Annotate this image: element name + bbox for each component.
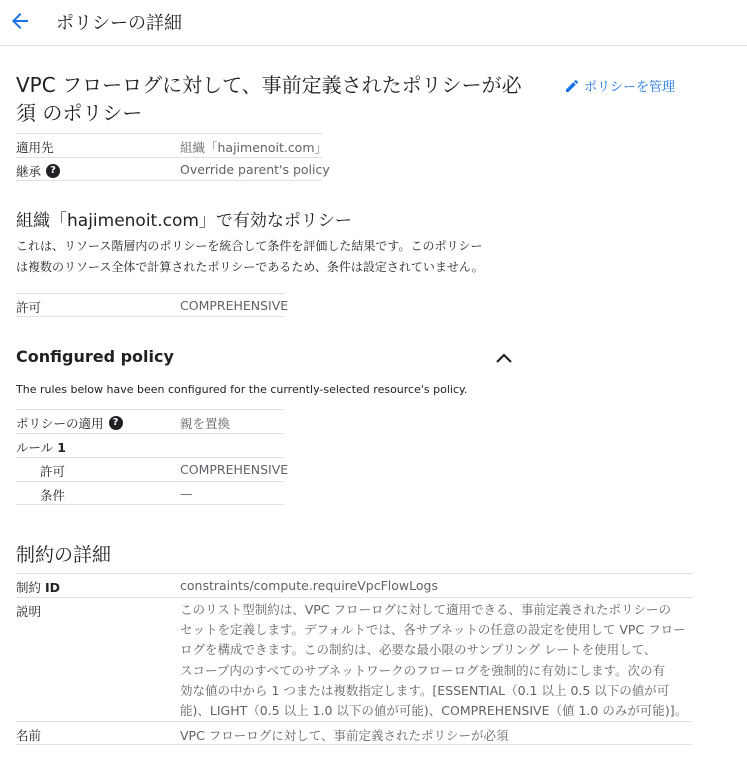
constraint-id-key [16,578,60,596]
page-title: ポリシーの詳細 [56,13,182,34]
configured-policy-table [16,409,289,505]
constraint-description-line: このリスト型制約は、VPC フローログに対して適用できる、事前定義されたポリシーの [180,602,672,617]
inheritance-key [16,162,60,180]
rule-condition-value: — [180,486,193,501]
rule-allow-label: 許可 [40,464,66,479]
effective-description-line: は複数のリソース全体で計算されたポリシーであるため、条件は設定されていません。 [16,260,484,274]
constraint-name-row [16,721,692,745]
enforcement-key [16,414,123,432]
constraint-id-value: constraints/compute.requireVpcFlowLogs [180,578,438,593]
back-arrow-icon[interactable] [8,9,32,33]
configured-policy-description: The rules below have been configured for the currently-selected resource's policy. [16,383,468,396]
constraint-description-line: 効な値の中から 1 つまたは複数指定します。[ESSENTIAL（0.1 以上 0.5 以下の値が可 [180,682,670,698]
inheritance-row [16,157,330,181]
rule-condition-row [16,481,284,505]
rule-number: 1 [57,439,66,455]
constraint-id-label: 制約 [16,580,42,595]
enforcement-label: ポリシーの適用 [16,416,104,431]
effective-description-line: これは、リソース階層内のポリシーを統合して条件を評価した結果です。このポリシー [16,239,483,253]
effective-allow-value: COMPREHENSIVE [180,298,289,313]
constraint-name-label: 名前 [16,728,42,743]
constraint-name-value: VPC フローログに対して、事前定義されたポリシーが必須 [180,728,509,743]
constraint-description-line: ログを構成できます。この制約は、必要な最小限のサンプリング レートを使用して、 [180,642,657,658]
help-icon[interactable]: ? [109,416,123,430]
constraint-id-suffix: ID [45,579,61,595]
rule-condition-label: 条件 [40,488,66,503]
constraint-description-label: 説明 [16,604,42,619]
applies-to-label: 適用先 [16,140,54,155]
constraint-id-row [16,573,692,597]
help-icon[interactable]: ? [46,164,60,178]
chevron-up-icon[interactable] [494,350,514,366]
applies-to-row [16,133,328,157]
rule-key [16,438,66,456]
edit-pencil-icon [564,78,580,94]
constraint-description-value [180,600,687,721]
applies-to-value: 組織「hajimenoit.com」 [180,140,328,155]
constraint-description-line: スコープ内のすべてのサブネットワークのフローログを強制的に有効にします。次の有 [180,662,666,678]
policy-summary-table [16,133,330,181]
rule-row [16,433,284,457]
rule-label: ルール [16,440,54,455]
enforcement-value: 親を置換 [180,416,231,431]
effective-allow-label: 許可 [16,300,42,315]
manage-policy-button[interactable] [564,76,675,95]
effective-policy-heading: 組織「hajimenoit.com」で有効なポリシー [16,211,352,231]
effective-allow-row [16,293,289,317]
enforcement-row [16,409,284,433]
top-bar [0,0,747,46]
rule-allow-row [16,457,289,481]
constraint-description-row [16,597,692,721]
rule-allow-value: COMPREHENSIVE [180,462,289,477]
constraint-description-line: 能)、LIGHT（0.5 以上 1.0 以下の値が可能)、COMPREHENSIVE（値 1.0 のみが可能)]。 [180,703,688,719]
policy-title: VPC フローログに対して、事前定義されたポリシーが必須 のポリシー [16,73,522,125]
constraint-details-heading: 制約の詳細 [16,544,112,566]
inheritance-value: Override parent's policy [180,162,330,177]
constraint-description-line: セットを定義します。デフォルトでは、各サブネットの任意の設定を使用して VPC フロー [180,622,686,638]
effective-policy-table [16,293,289,317]
manage-policy-label: ポリシーを管理 [584,80,676,95]
inheritance-label: 継承 [16,164,42,179]
configured-policy-heading: Configured policy [16,347,174,366]
effective-policy-description [16,236,536,278]
constraint-details-table [16,573,692,745]
